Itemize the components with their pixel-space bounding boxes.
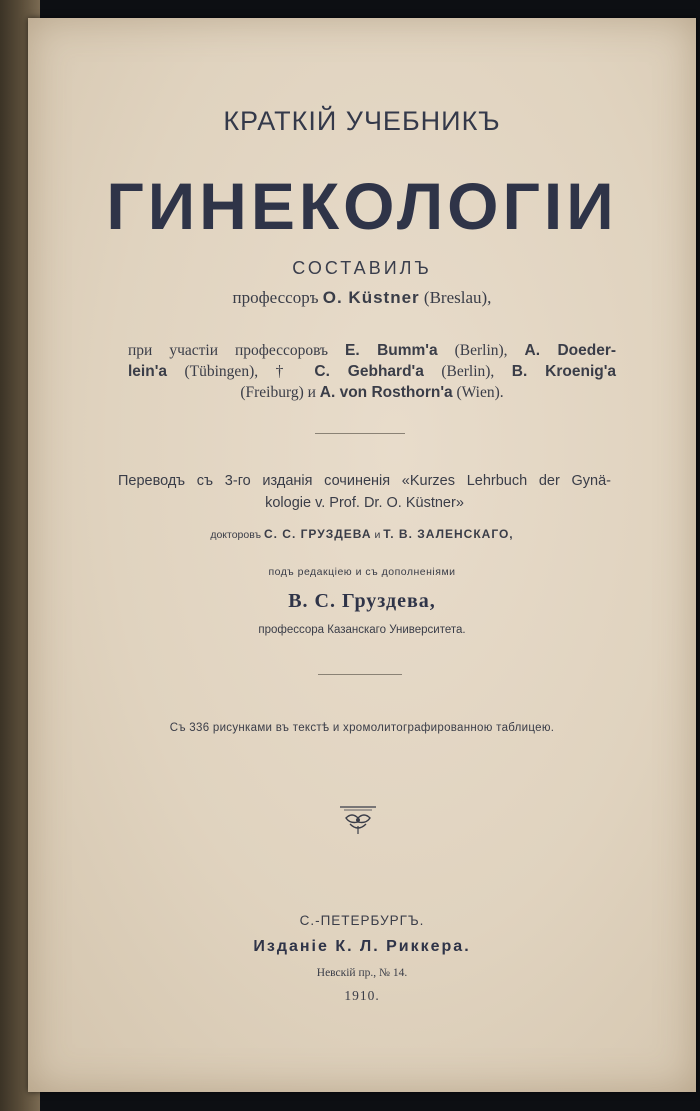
translators-prefix: докторовъ (210, 529, 262, 541)
divider-rule-2 (318, 674, 402, 675)
editor-name: В. С. Груздева, (288, 590, 436, 612)
editor-affiliation: профессора Казанскаго Университета. (258, 624, 466, 636)
coauthor-doederlein-city: (Tübingen), † (184, 363, 297, 380)
coauthor-gebhard: C. Gebhard'a (314, 363, 424, 380)
divider-rule-1 (315, 433, 405, 434)
coauthors-line-2 (128, 361, 616, 382)
book-subtitle: КРАТКІЙ УЧЕБНИКЪ (223, 106, 501, 136)
author-name: O. Küstner (322, 288, 420, 307)
coauthor-kroenig: B. Kroenig'a (511, 363, 617, 380)
publisher-address: Невскій пр., № 14. (316, 967, 408, 979)
translators-and: и (374, 529, 381, 541)
title-page (28, 18, 696, 1092)
coauthor-kroenig-city: (Freiburg) и (240, 384, 316, 401)
publication-city: С.-ПЕТЕРБУРГЪ. (299, 913, 425, 928)
printer-ornament-icon (338, 804, 378, 840)
coauthors-intro: при участіи профессоровъ (128, 342, 329, 359)
translation-note (118, 470, 611, 514)
coauthors-line-3 (128, 382, 616, 403)
coauthor-bumm: E. Bumm'a (345, 342, 438, 359)
publisher-name: Изданіе К. Л. Риккера. (253, 938, 471, 955)
coauthor-rosthorn: A. von Rosthorn'a (319, 384, 453, 401)
editing-note: подъ редакціею и съ дополненіями (268, 566, 456, 578)
author-prefix: профессоръ (232, 288, 319, 307)
book-title: ГИНЕКОЛОГІИ (106, 169, 618, 243)
publication-year: 1910. (344, 988, 380, 1003)
coauthors-line-1 (128, 340, 616, 361)
translation-line-2: kologie v. Prof. Dr. O. Küstner» (265, 495, 464, 511)
coauthor-gebhard-city: (Berlin), (441, 363, 495, 380)
translator-gruzdev: С. С. ГРУЗДЕВА (263, 527, 372, 541)
translation-line-1: Переводъ съ 3-го изданія сочиненія «Kurzes Lehrbuch der Gynä- (118, 473, 611, 489)
coauthor-bumm-city: (Berlin), (454, 342, 508, 359)
illustrations-note: Съ 336 рисунками въ текстѣ и хромолитографированною таблицею. (169, 722, 555, 734)
coauthor-doederlein-part1: A. Doeder- (524, 342, 617, 359)
author-city: (Breslau), (423, 288, 492, 307)
author-line (28, 288, 696, 308)
compiled-by-label: СОСТАВИЛЪ (292, 258, 432, 278)
coauthors-block (128, 340, 616, 403)
translators-line (28, 527, 696, 541)
coauthor-rosthorn-city: (Wien). (456, 384, 504, 401)
coauthor-doederlein-part2: lein'a (128, 363, 168, 380)
translator-zalenskiy: Т. В. ЗАЛЕНСКАГО, (383, 527, 514, 541)
